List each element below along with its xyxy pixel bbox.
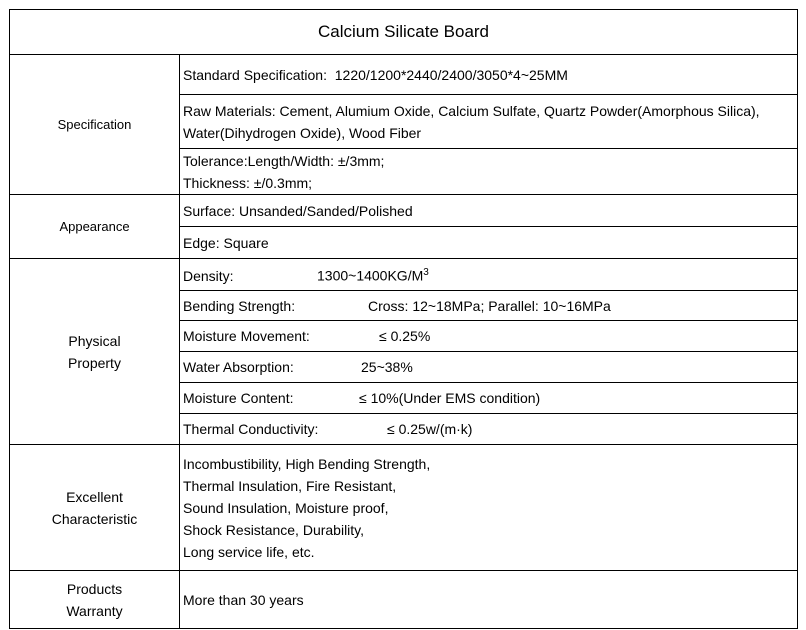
spec-table [9,9,798,629]
edge-cell: Edge: Square [180,227,798,259]
thermal-conductivity-cell [180,414,798,445]
characteristic-line: Incombustibility, High Bending Strength, [183,455,431,472]
thermal-conductivity-value: ≤ 0.25w/(m·k) [387,421,473,437]
moisture-movement-cell [180,321,798,352]
characteristics-cell [180,445,798,571]
bending-strength-value: Cross: 12~18MPa; Parallel: 10~16MPa [368,297,611,314]
moisture-movement-label: Moisture Movement: [183,328,310,344]
bending-strength-cell [180,291,798,321]
category-physical-line2: Property [68,354,121,371]
moisture-content-label: Moisture Content: [183,390,294,406]
category-appearance: Appearance [10,195,180,259]
tolerance-cell [180,149,798,195]
density-cell [180,259,798,291]
category-excellent-line2: Characteristic [51,510,138,527]
tolerance-line: Tolerance:Length/Width: ±/3mm; [183,152,385,169]
category-warranty-line2: Warranty [66,602,123,619]
surface-cell: Surface: Unsanded/Sanded/Polished [180,195,798,227]
category-products-warranty [10,571,180,629]
characteristic-line: Long service life, etc. [183,543,315,560]
water-absorption-label: Water Absorption: [183,359,294,375]
category-excellent-characteristic [10,445,180,571]
thickness-line: Thickness: ±/0.3mm; [183,174,313,191]
characteristic-line: Shock Resistance, Durability, [183,521,365,538]
density-label: Density: [183,267,234,284]
moisture-movement-value: ≤ 0.25% [379,328,431,344]
water-absorption-value: 25~38% [361,359,413,375]
density-value: 1300~1400KG/M [317,267,424,284]
category-excellent-line1: Excellent [66,488,123,505]
category-physical-property [10,259,180,445]
characteristic-line: Sound Insulation, Moisture proof, [183,499,389,516]
moisture-content-cell [180,383,798,414]
bending-strength-label: Bending Strength: [183,297,296,314]
water-absorption-cell [180,352,798,383]
category-warranty-line1: Products [66,580,123,597]
moisture-content-value: ≤ 10%(Under EMS condition) [359,390,541,406]
standard-spec-value: 1220/1200*2440/2400/3050*4~25MM [334,66,568,83]
thermal-conductivity-label: Thermal Conductivity: [183,421,319,437]
characteristic-line: Thermal Insulation, Fire Resistant, [183,477,397,494]
category-physical-line1: Physical [68,332,121,349]
table-title: Calcium Silicate Board [10,10,798,55]
standard-spec-cell [180,55,798,95]
standard-spec-label: Standard Specification: [183,66,327,83]
warranty-cell: More than 30 years [180,571,798,629]
density-unit-exponent: 3 [423,267,429,279]
raw-materials-cell: Raw Materials: Cement, Alumium Oxide, Calcium Sulfate, Quartz Powder(Amorphous Silica), Water(Dihydrogen Oxide), Wood Fiber [180,95,798,149]
category-specification: Specification [10,55,180,195]
